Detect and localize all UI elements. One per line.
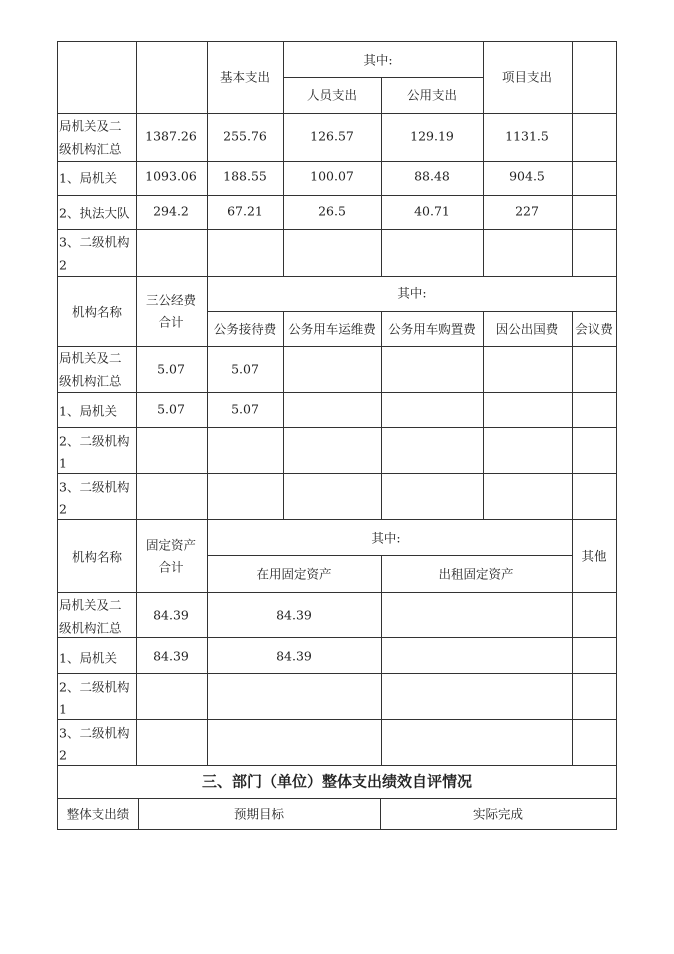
row-label: 3、二级机构	[59, 479, 130, 495]
header-three-public-total: 合计	[158, 314, 184, 330]
row-label: 2	[59, 501, 67, 517]
header-basic-expenditure: 基本支出	[219, 69, 271, 85]
cell-total: 5.07	[157, 361, 185, 377]
header-overall-performance: 整体支出绩	[66, 806, 130, 822]
cell-personnel: 26.5	[318, 203, 346, 219]
row-label: 级机构汇总	[59, 141, 122, 157]
header-fixed-assets-total: 合计	[158, 559, 184, 575]
cell-basic: 188.55	[223, 168, 267, 184]
row-label: 1、局机关	[59, 650, 117, 666]
cell-total: 84.39	[153, 648, 189, 664]
cell-reception: 5.07	[231, 361, 259, 377]
cell-personnel: 126.57	[310, 128, 354, 144]
header-org-name: 机构名称	[71, 549, 123, 565]
cell-basic: 67.21	[227, 203, 263, 219]
row-label: 局机关及二	[59, 597, 122, 613]
header-expected-target: 预期目标	[233, 806, 285, 822]
header-vehicle-purchase-fee: 公务用车购置费	[388, 321, 476, 337]
row-label: 级机构汇总	[59, 620, 122, 636]
row-label: 1	[59, 455, 67, 471]
row-label: 3、二级机构	[59, 725, 130, 741]
row-label: 2、二级机构	[59, 679, 130, 695]
row-label: 1	[59, 701, 67, 717]
header-three-public-total: 三公经费	[145, 292, 197, 308]
cell-project: 1131.5	[505, 128, 549, 144]
row-label: 级机构汇总	[59, 373, 122, 389]
header-public-expenditure: 公用支出	[406, 87, 458, 103]
header-of-which: 其中:	[371, 530, 401, 546]
row-label: 局机关及二	[59, 118, 122, 134]
header-of-which: 其中:	[397, 285, 427, 301]
header-meeting-fee: 会议费	[575, 321, 613, 337]
cell-total: 1093.06	[145, 168, 197, 184]
cell-public: 40.71	[414, 203, 450, 219]
cell-total: 5.07	[157, 401, 185, 417]
row-label: 3、二级机构	[59, 234, 130, 250]
row-label: 1、局机关	[59, 403, 117, 419]
row-label: 2、执法大队	[59, 205, 130, 221]
header-org-name: 机构名称	[71, 304, 123, 320]
cell-total: 1387.26	[145, 128, 197, 144]
row-label: 局机关及二	[59, 350, 122, 366]
row-label: 2	[59, 747, 67, 763]
cell-in-use: 84.39	[276, 607, 312, 623]
row-label: 2、二级机构	[59, 433, 130, 449]
cell-project: 227	[515, 203, 539, 219]
header-assets-in-use: 在用固定资产	[256, 566, 332, 582]
cell-in-use: 84.39	[276, 648, 312, 664]
row-label: 1、局机关	[59, 170, 117, 186]
header-of-which: 其中:	[363, 52, 393, 68]
cell-total: 294.2	[153, 203, 189, 219]
header-project-expenditure: 项目支出	[501, 69, 553, 85]
cell-reception: 5.07	[231, 401, 259, 417]
cell-basic: 255.76	[223, 128, 267, 144]
header-actual-completion: 实际完成	[472, 806, 524, 822]
cell-project: 904.5	[509, 168, 545, 184]
section-title: 三、部门（单位）整体支出绩效自评情况	[201, 772, 473, 791]
header-vehicle-operation-fee: 公务用车运维费	[288, 321, 376, 337]
header-other: 其他	[581, 548, 607, 564]
header-assets-rented: 出租固定资产	[438, 566, 514, 582]
cell-public: 88.48	[414, 168, 450, 184]
header-personnel-expenditure: 人员支出	[306, 87, 358, 103]
cell-total: 84.39	[153, 607, 189, 623]
header-reception-fee: 公务接待费	[213, 321, 277, 337]
header-overseas-trip-fee: 因公出国费	[495, 321, 559, 337]
cell-public: 129.19	[410, 128, 454, 144]
cell-personnel: 100.07	[310, 168, 354, 184]
header-fixed-assets-total: 固定资产	[145, 537, 197, 553]
row-label: 2	[59, 257, 67, 273]
